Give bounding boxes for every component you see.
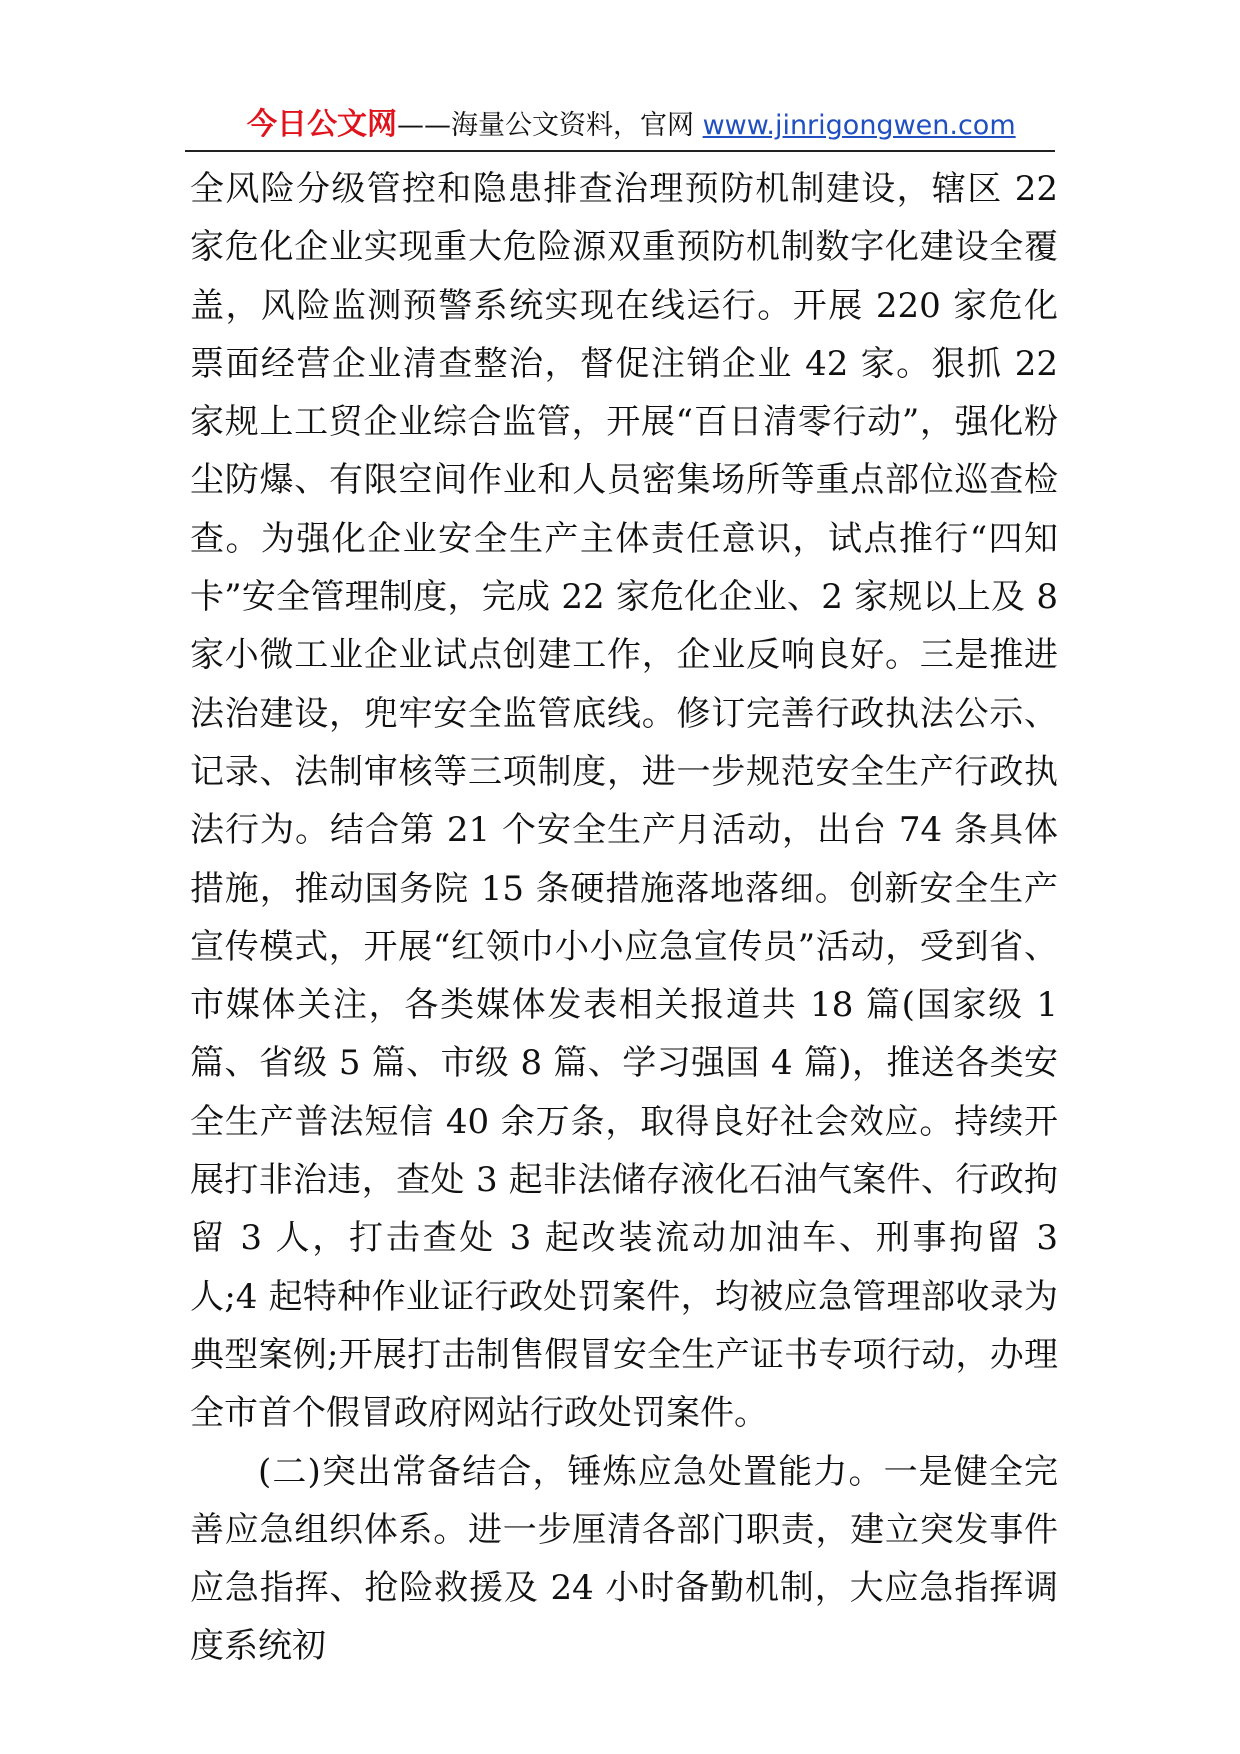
website-link[interactable]: www.jinrigongwen.com bbox=[702, 110, 1016, 141]
header-tagline: 海量公文资料，官网 bbox=[451, 110, 703, 141]
body-paragraph: (二)突出常备结合，锤炼应急处置能力。一是健全完善应急组织体系。进一步厘清各部门职责，建立突发事件应急指挥、抢险救援及 24 小时备勤机制，大应急指挥调度系统初 bbox=[190, 1451, 1058, 1667]
brand-name: 今日公文网 bbox=[247, 107, 397, 142]
page-header bbox=[185, 100, 1055, 152]
body-paragraph: 全风险分级管控和隐患排查治理预防机制建设，辖区 22 家危化企业实现重大危险源双重预防机制数字化建设全覆盖，风险监测预警系统实现在线运行。开展 220 家危化票面经营企业清查整治，督促注销企业 42 家。狠抓 22 家规上工贸企业综合监管，开展“百日清零行动”，强化粉尘防爆、有限空间作业和人员密集场所等重点部位巡查检查。为强化企业安全生产主体责任意识，试点推行“四知卡”安全管理制度，完成 22 家危化企业、2 家规以上及 8 家小微工业企业试点创建工作，企业反响良好。三是推进法治建设，兜牢安全监管底线。修订完善行政执法公示、记录、法制审核等三项制度，进一步规范安全生产行政执法行为。结合第 21 个安全生产月活动，出台 74 条具体措施，推动国务院 15 条硬措施落地落细。创新安全生产宣传模式，开展“红领巾小小应急宣传员”活动，受到省、市媒体关注，各类媒体发表相关报道共 18 篇(国家级 1 篇、省级 5 篇、市级 8 篇、学习强国 4 篇)，推送各类安全生产普法短信 40 余万条，取得良好社会效应。持续开展打非治违，查处 3 起非法储存液化石油气案件、行政拘留 3 人，打击查处 3 起改装流动加油车、刑事拘留 3 人;4 起特种作业证行政处罚案件，均被应急管理部收录为典型案例;开展打击制售假冒安全生产证书专项行动，办理全市首个假冒政府网站行政处罚案件。 bbox=[190, 169, 1058, 1434]
header-line bbox=[247, 108, 1016, 143]
header-dash: —— bbox=[397, 110, 451, 141]
document-body bbox=[190, 160, 1058, 1676]
